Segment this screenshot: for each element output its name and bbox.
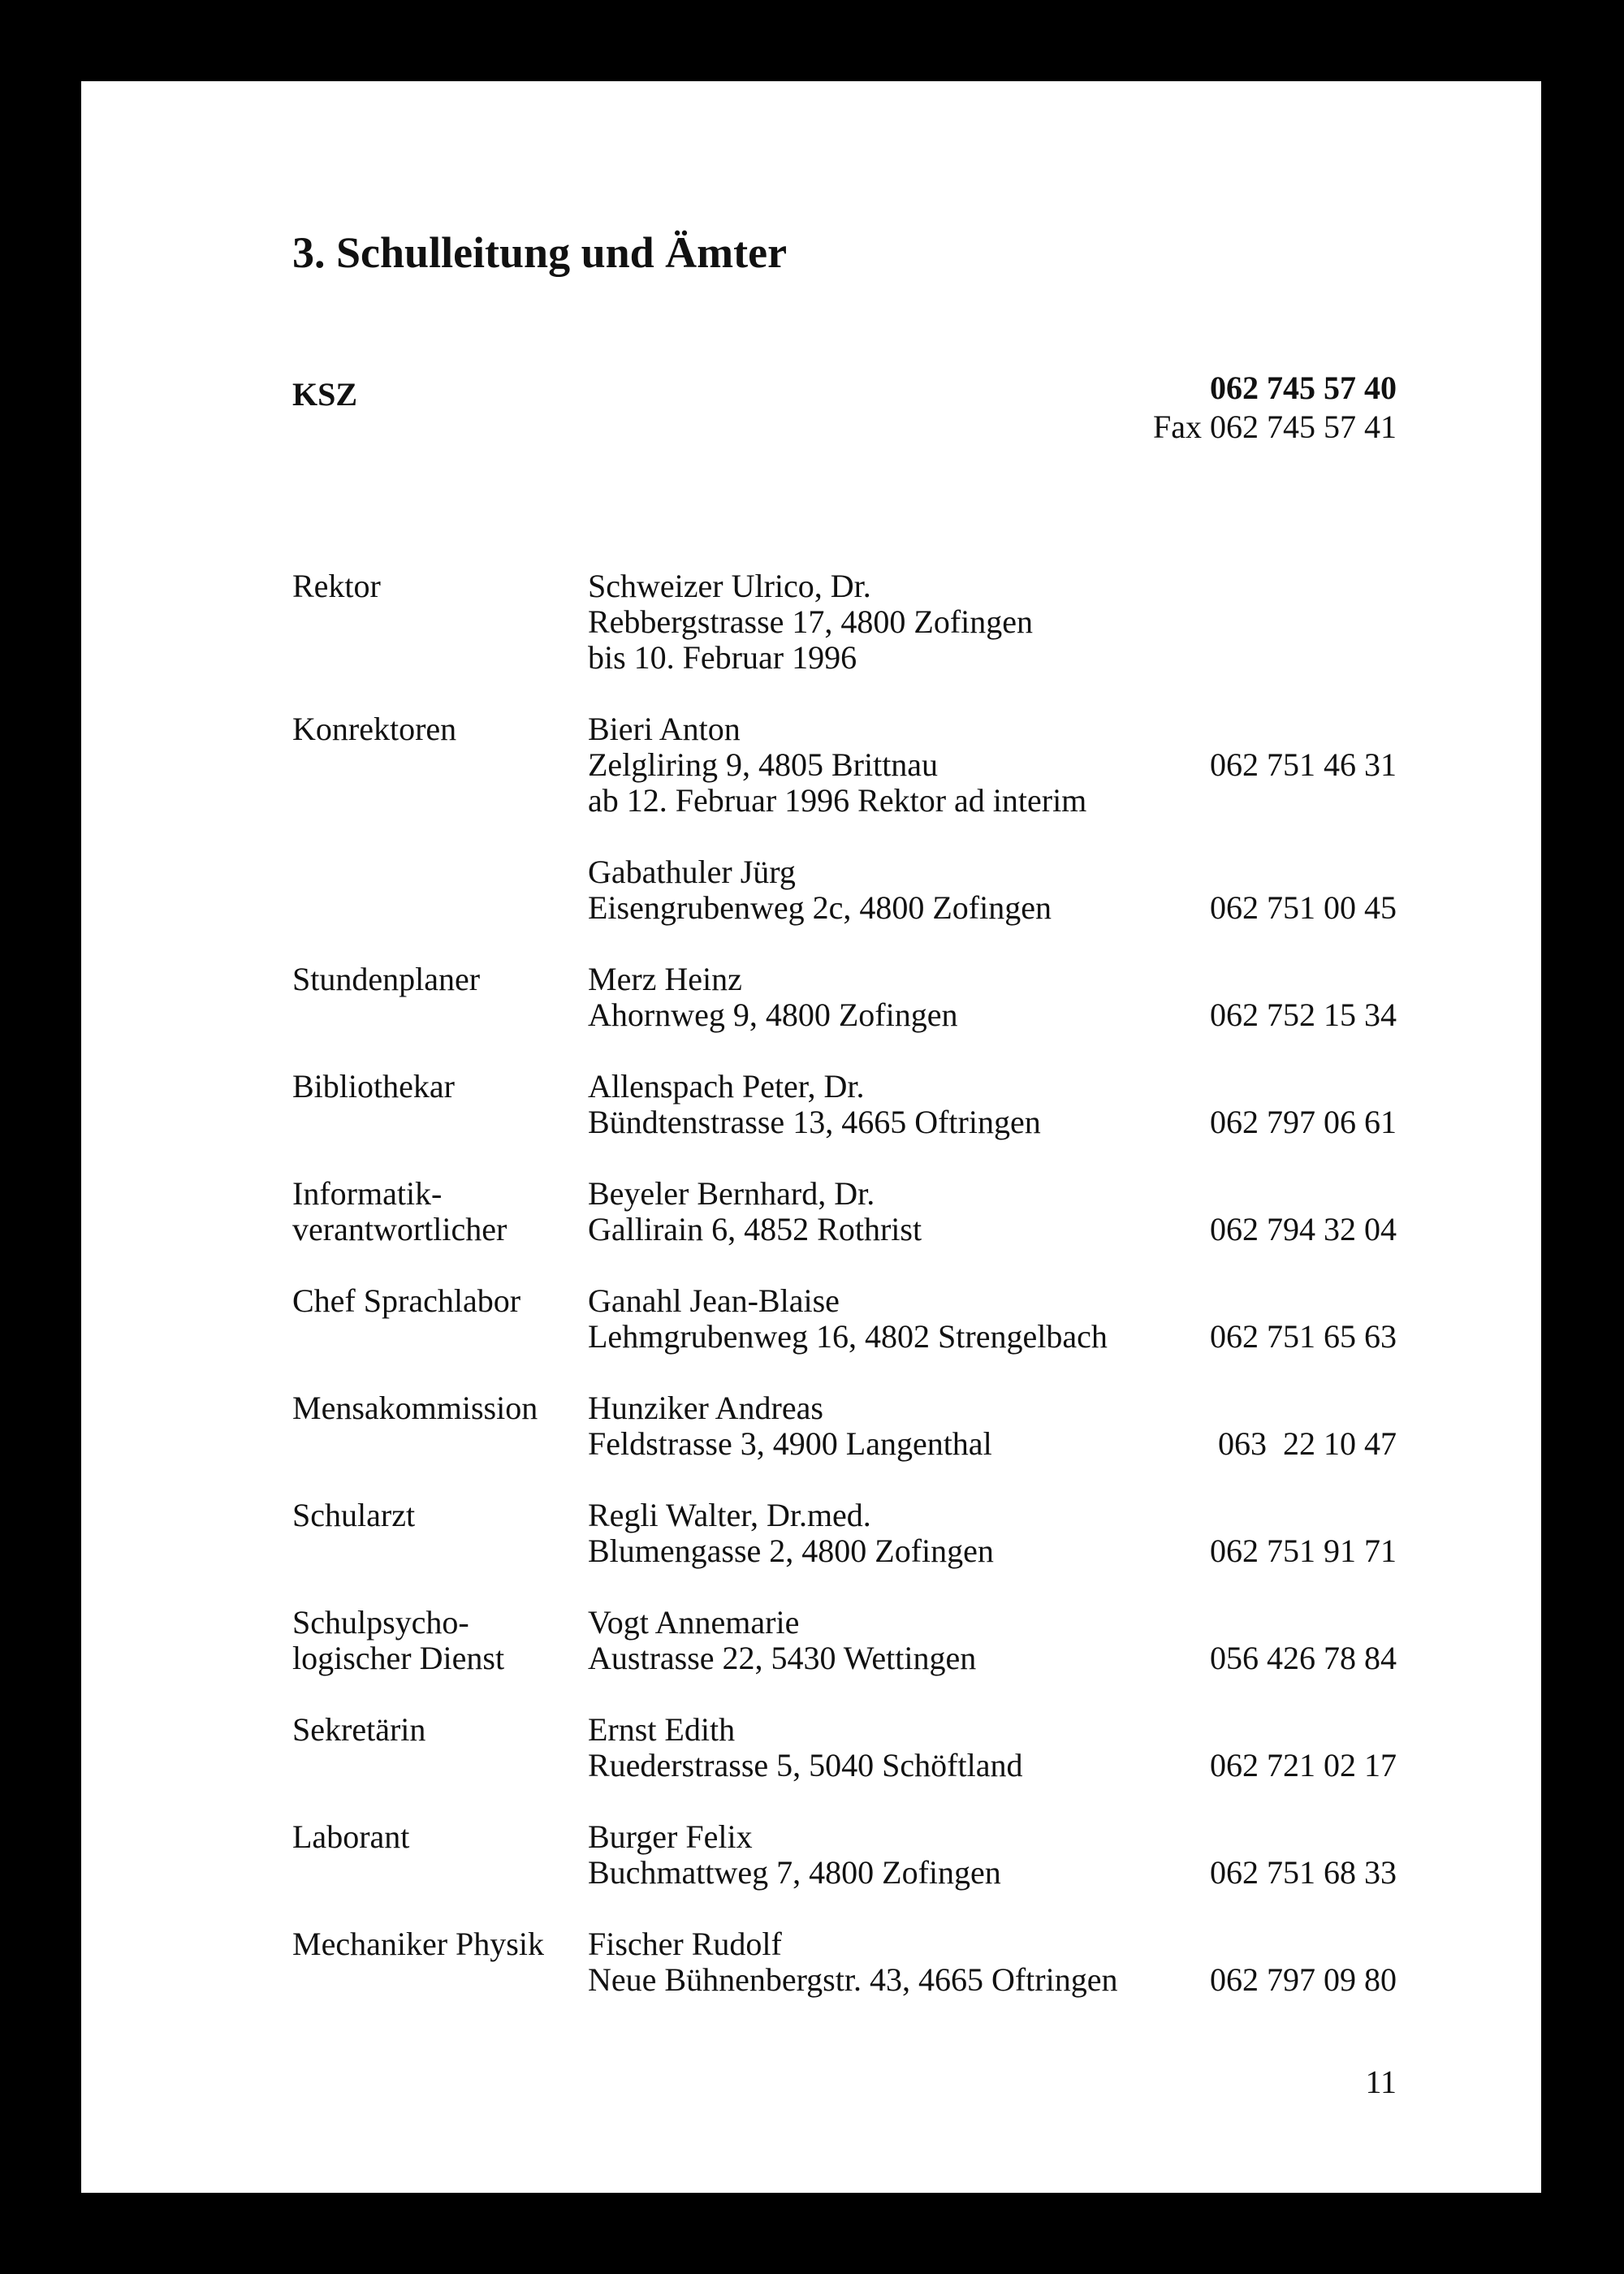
person-detail: Zelgliring 9, 4805 Brittnau [588,746,939,783]
role-line: Bibliothekar [292,1068,455,1105]
person-detail: Blumengasse 2, 4800 Zofingen [588,1533,994,1569]
role-line: Konrektoren [292,711,457,747]
entry-phone: 062 751 46 31 [1210,746,1397,783]
person-name: Vogt Annemarie [588,1604,800,1641]
person-detail: Gallirain 6, 4852 Rothrist [588,1211,922,1247]
person-detail: Austrasse 22, 5430 Wettingen [588,1640,977,1676]
entry-phone: 062 721 02 17 [1210,1747,1397,1783]
person-name: Beyeler Bernhard, Dr. [588,1175,875,1212]
entry-role [292,1283,568,1319]
page-number: 11 [1365,2064,1397,2100]
entry-person [588,711,1205,819]
role-line: logischer Dienst [292,1640,505,1676]
person-detail: Rebbergstrasse 17, 4800 Zofingen [588,603,1034,640]
person-detail: Buchmattweg 7, 4800 Zofingen [588,1854,1001,1891]
person-detail: Ahornweg 9, 4800 Zofingen [588,996,958,1033]
entry-person [588,1283,1205,1355]
entry-role [292,1069,568,1105]
entry-role [292,711,568,747]
role-line: Rektor [292,568,381,604]
entry-person [588,1176,1205,1247]
entry-role [292,1605,568,1676]
entry-phone: 062 751 00 45 [1210,889,1397,926]
person-name: Ernst Edith [588,1711,736,1748]
entry-person [588,1712,1205,1783]
person-detail: Lehmgrubenweg 16, 4802 Strengelbach [588,1318,1108,1355]
entry-role [292,1176,568,1247]
organization-fax: Fax 062 745 57 41 [1153,409,1397,445]
entry-phone: 062 797 06 61 [1210,1104,1397,1140]
entry-person [588,1498,1205,1569]
person-detail: Neue Bühnenbergstr. 43, 4665 Oftringen [588,1961,1118,1998]
role-line: Mensakommission [292,1390,538,1426]
entry-role [292,1390,568,1426]
entry-person [588,962,1205,1033]
person-name: Allenspach Peter, Dr. [588,1068,865,1105]
entry-phone: 062 752 15 34 [1210,996,1397,1033]
person-detail: Feldstrasse 3, 4900 Langenthal [588,1425,992,1462]
entry-phone: 062 794 32 04 [1210,1211,1397,1247]
person-name: Schweizer Ulrico, Dr. [588,568,871,604]
entry-phone: 062 797 09 80 [1210,1961,1397,1998]
role-line: Chef Sprachlabor [292,1282,521,1319]
person-detail: ab 12. Februar 1996 Rektor ad interim [588,782,1087,819]
entry-role [292,1498,568,1533]
role-line: Stundenplaner [292,961,481,997]
organization-phone: 062 745 57 40 [1210,370,1397,406]
entry-role [292,1819,568,1855]
person-name: Regli Walter, Dr.med. [588,1497,871,1533]
person-detail: bis 10. Februar 1996 [588,639,857,676]
role-line: Mechaniker Physik [292,1926,544,1962]
entry-person [588,854,1205,926]
role-line: verantwortlicher [292,1211,508,1247]
entry-phone: 062 751 91 71 [1210,1533,1397,1569]
role-line: Schulpsycho- [292,1604,469,1641]
person-name: Gabathuler Jürg [588,854,796,890]
entry-phone: 062 751 65 63 [1210,1318,1397,1355]
role-line: Schularzt [292,1497,416,1533]
role-line: Informatik- [292,1175,443,1212]
person-detail: Ruederstrasse 5, 5040 Schöftland [588,1747,1023,1783]
document-page [81,81,1541,2193]
entry-person [588,1819,1205,1891]
person-name: Burger Felix [588,1818,753,1855]
person-name: Merz Heinz [588,961,742,997]
person-name: Ganahl Jean-Blaise [588,1282,840,1319]
person-detail: Bündtenstrasse 13, 4665 Oftringen [588,1104,1041,1140]
entry-role [292,1712,568,1748]
entry-role [292,962,568,997]
entry-person [588,568,1205,676]
entry-phone: 056 426 78 84 [1210,1640,1397,1676]
entry-person [588,1926,1205,1998]
person-detail: Eisengrubenweg 2c, 4800 Zofingen [588,889,1052,926]
organization-name: KSZ [292,376,358,413]
page-title: 3. Schulleitung und Ämter [292,228,788,277]
role-line: Laborant [292,1818,410,1855]
role-line: Sekretärin [292,1711,426,1748]
person-name: Hunziker Andreas [588,1390,823,1426]
entry-person [588,1390,1205,1462]
entry-role [292,568,568,604]
entry-role [292,1926,568,1962]
entry-person [588,1605,1205,1676]
entry-person [588,1069,1205,1140]
person-name: Bieri Anton [588,711,741,747]
person-name: Fischer Rudolf [588,1926,782,1962]
entry-phone: 063 22 10 47 [1218,1425,1397,1462]
entry-phone: 062 751 68 33 [1210,1854,1397,1891]
